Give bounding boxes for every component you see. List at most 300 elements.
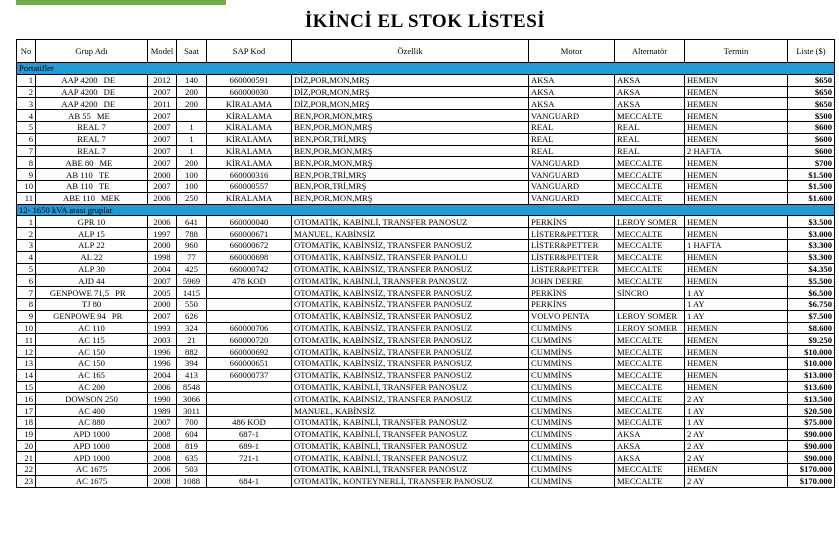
cell-alternator: LEROY SOMER [615, 216, 685, 228]
table-row [17, 475, 835, 487]
grup-name: REAL 7 [77, 134, 106, 145]
cell-termin: 2 AY [685, 475, 788, 487]
cell-saat: 1 [177, 121, 207, 133]
cell-alternator: MECCALTE [615, 275, 685, 287]
cell-grup [36, 287, 148, 299]
cell-motor: REAL [529, 121, 615, 133]
cell-grup [36, 464, 148, 476]
cell-alternator: MECCALTE [615, 405, 685, 417]
cell-termin: HEMEN [685, 98, 788, 110]
section-title: Portatifler [17, 63, 835, 75]
cell-alternator: REAL [615, 121, 685, 133]
cell-termin: HEMEN [685, 334, 788, 346]
cell-liste-price: $600 [788, 133, 835, 145]
cell-ozellik: OTOMATİK, KABİNLİ, TRANSFER PANOSUZ [292, 452, 529, 464]
cell-liste-price: $10.000 [788, 346, 835, 358]
cell-saat: 882 [177, 346, 207, 358]
cell-termin: HEMEN [685, 121, 788, 133]
cell-grup [36, 440, 148, 452]
cell-sap-kod: 478 KOD [207, 275, 292, 287]
grup-name: GENPOWE 71,5 [49, 287, 110, 298]
cell-motor: CUMMİNS [529, 322, 615, 334]
cell-model: 2003 [148, 334, 177, 346]
cell-termin: HEMEN [685, 192, 788, 204]
cell-sap-kod: KİRALAMA [207, 133, 292, 145]
cell-liste-price: $700 [788, 157, 835, 169]
cell-no: 14 [17, 369, 36, 381]
cell-grup [36, 475, 148, 487]
cell-no: 5 [17, 121, 36, 133]
cell-liste-price: $3.300 [788, 251, 835, 263]
cell-motor: REAL [529, 145, 615, 157]
grup-name: AB 110 [66, 181, 93, 192]
cell-grup [36, 192, 148, 204]
table-body [17, 63, 835, 488]
cell-no: 11 [17, 334, 36, 346]
grup-name: GENPOWE 94 [53, 311, 106, 322]
grup-name: DOWSON 250 [65, 393, 118, 404]
col-header-ozellik: Özellik [292, 40, 529, 63]
cell-grup [36, 405, 148, 417]
cell-sap-kod: 660000706 [207, 322, 292, 334]
cell-grup [36, 416, 148, 428]
cell-termin: HEMEN [685, 74, 788, 86]
table-row [17, 416, 835, 428]
grup-name: TJ 80 [81, 299, 102, 310]
table-row [17, 98, 835, 110]
cell-sap-kod: 721-1 [207, 452, 292, 464]
cell-ozellik: DİZ,POR,MON,MRŞ [292, 86, 529, 98]
cell-ozellik: BEN,POR,MON,MRŞ [292, 192, 529, 204]
cell-termin: 2 AY [685, 452, 788, 464]
cell-saat: 324 [177, 322, 207, 334]
cell-grup [36, 133, 148, 145]
grup-name: AC 165 [78, 370, 105, 381]
cell-termin: HEMEN [685, 180, 788, 192]
col-header-saat: Saat [177, 40, 207, 63]
grup-name: ABE 110 [62, 193, 95, 204]
cell-termin: HEMEN [685, 381, 788, 393]
cell-model: 2007 [148, 157, 177, 169]
cell-saat: 3011 [177, 405, 207, 417]
cell-ozellik: BEN,POR,MON,MRŞ [292, 121, 529, 133]
cell-saat: 604 [177, 428, 207, 440]
cell-no: 3 [17, 239, 36, 251]
grup-name: AC 400 [78, 405, 105, 416]
grup-name: REAL 7 [77, 145, 106, 156]
cell-grup [36, 310, 148, 322]
cell-sap-kod: 486 KOD [207, 416, 292, 428]
cell-motor: LİSTER&PETTER [529, 251, 615, 263]
cell-liste-price: $13.600 [788, 381, 835, 393]
cell-saat: 100 [177, 180, 207, 192]
title-row [16, 6, 834, 38]
cell-liste-price: $3.000 [788, 228, 835, 240]
cell-no: 8 [17, 157, 36, 169]
cell-ozellik: OTOMATİK, KABİNSİZ, TRANSFER PANOSUZ [292, 346, 529, 358]
grup-name: AAP 4200 [61, 86, 98, 97]
grup-name: AC 150 [78, 346, 105, 357]
cell-termin: HEMEN [685, 216, 788, 228]
cell-no: 8 [17, 298, 36, 310]
cell-liste-price: $1.500 [788, 169, 835, 181]
cell-model: 2000 [148, 239, 177, 251]
cell-saat: 1 [177, 145, 207, 157]
grup-name: AC 200 [78, 381, 105, 392]
cell-motor: CUMMİNS [529, 428, 615, 440]
cell-saat: 503 [177, 464, 207, 476]
cell-termin: HEMEN [685, 228, 788, 240]
col-header-grup: Grup Adı [36, 40, 148, 63]
cell-no: 10 [17, 180, 36, 192]
cell-alternator: MECCALTE [615, 157, 685, 169]
table-row [17, 180, 835, 192]
cell-liste-price: $650 [788, 98, 835, 110]
cell-termin: 2 AY [685, 393, 788, 405]
cell-motor: CUMMİNS [529, 346, 615, 358]
cell-motor: CUMMİNS [529, 452, 615, 464]
table-row [17, 157, 835, 169]
cell-ozellik: BEN,POR,TRİ,MRŞ [292, 133, 529, 145]
cell-grup [36, 346, 148, 358]
cell-liste-price: $7.500 [788, 310, 835, 322]
cell-grup [36, 169, 148, 181]
cell-saat: 1415 [177, 287, 207, 299]
cell-model: 2007 [148, 275, 177, 287]
cell-saat: 100 [177, 169, 207, 181]
col-header-model: Model [148, 40, 177, 63]
grup-name: AC 110 [78, 322, 105, 333]
cell-termin: HEMEN [685, 322, 788, 334]
cell-grup [36, 121, 148, 133]
cell-motor: CUMMİNS [529, 393, 615, 405]
cell-saat: 394 [177, 357, 207, 369]
cell-ozellik: BEN,POR,MON,MRŞ [292, 157, 529, 169]
cell-alternator: MECCALTE [615, 334, 685, 346]
cell-motor: LİSTER&PETTER [529, 239, 615, 251]
table-row [17, 405, 835, 417]
cell-termin: HEMEN [685, 369, 788, 381]
table-row [17, 263, 835, 275]
cell-alternator: MECCALTE [615, 381, 685, 393]
cell-grup [36, 157, 148, 169]
cell-termin: HEMEN [685, 169, 788, 181]
cell-saat: 700 [177, 416, 207, 428]
cell-saat: 3066 [177, 393, 207, 405]
cell-model: 1997 [148, 228, 177, 240]
cell-sap-kod: 660000591 [207, 74, 292, 86]
grup-name: ABE 80 [65, 157, 94, 168]
cell-sap-kod [207, 310, 292, 322]
table-row [17, 428, 835, 440]
cell-model: 2000 [148, 169, 177, 181]
cell-liste-price: $90.000 [788, 452, 835, 464]
cell-alternator: MECCALTE [615, 357, 685, 369]
cell-no: 4 [17, 251, 36, 263]
cell-alternator: AKSA [615, 428, 685, 440]
cell-saat: 5969 [177, 275, 207, 287]
cell-termin: 1 AY [685, 298, 788, 310]
grup-suffix: TE [98, 181, 110, 192]
cell-ozellik: OTOMATİK, KABİNSİZ, TRANSFER PANOSUZ [292, 369, 529, 381]
cell-motor: PERKİNS [529, 287, 615, 299]
cell-model: 2007 [148, 121, 177, 133]
table-row [17, 310, 835, 322]
cell-termin: HEMEN [685, 110, 788, 122]
cell-model: 2008 [148, 440, 177, 452]
cell-sap-kod: 660000557 [207, 180, 292, 192]
cell-sap-kod: KİRALAMA [207, 192, 292, 204]
cell-liste-price: $650 [788, 86, 835, 98]
cell-termin: HEMEN [685, 346, 788, 358]
cell-grup [36, 74, 148, 86]
cell-no: 22 [17, 464, 36, 476]
grup-suffix: TE [98, 169, 110, 180]
col-header-no: No [17, 40, 36, 63]
cell-no: 13 [17, 357, 36, 369]
cell-saat: 8548 [177, 381, 207, 393]
cell-saat: 788 [177, 228, 207, 240]
col-header-sap: SAP Kod [207, 40, 292, 63]
cell-model: 2006 [148, 216, 177, 228]
cell-alternator: MECCALTE [615, 416, 685, 428]
cell-model: 2006 [148, 192, 177, 204]
cell-model: 2007 [148, 180, 177, 192]
cell-alternator: MECCALTE [615, 228, 685, 240]
cell-sap-kod [207, 298, 292, 310]
cell-model: 2008 [148, 475, 177, 487]
cell-motor: CUMMİNS [529, 405, 615, 417]
table-row [17, 228, 835, 240]
grup-suffix: ME [99, 157, 113, 168]
cell-ozellik: OTOMATİK, KABİNLİ, TRANSFER PANOSUZ [292, 428, 529, 440]
table-row [17, 369, 835, 381]
cell-model: 1990 [148, 393, 177, 405]
cell-liste-price: $500 [788, 110, 835, 122]
cell-saat: 77 [177, 251, 207, 263]
cell-ozellik: OTOMATİK, KABİNSİZ, TRANSFER PANOSUZ [292, 334, 529, 346]
cell-sap-kod: 660000692 [207, 346, 292, 358]
cell-termin: HEMEN [685, 263, 788, 275]
cell-liste-price: $90.000 [788, 440, 835, 452]
cell-termin: 1 AY [685, 310, 788, 322]
cell-ozellik: OTOMATİK, KABİNLİ, TRANSFER PANOSUZ [292, 275, 529, 287]
cell-no: 7 [17, 287, 36, 299]
table-row [17, 357, 835, 369]
cell-no: 12 [17, 346, 36, 358]
grup-name: APD 1000 [73, 452, 110, 463]
table-row [17, 298, 835, 310]
cell-model: 2008 [148, 452, 177, 464]
cell-liste-price: $10.000 [788, 357, 835, 369]
cell-sap-kod: 687-1 [207, 428, 292, 440]
grup-name: ALP 22 [78, 240, 105, 251]
cell-grup [36, 228, 148, 240]
cell-saat: 635 [177, 452, 207, 464]
cell-liste-price: $1.600 [788, 192, 835, 204]
header-accent-bar [16, 0, 226, 5]
grup-suffix: DE [103, 75, 116, 86]
cell-motor: CUMMİNS [529, 369, 615, 381]
cell-no: 5 [17, 263, 36, 275]
table-row [17, 464, 835, 476]
cell-no: 9 [17, 169, 36, 181]
cell-motor: CUMMİNS [529, 416, 615, 428]
cell-liste-price: $9.250 [788, 334, 835, 346]
cell-no: 9 [17, 310, 36, 322]
cell-no: 7 [17, 145, 36, 157]
cell-termin: 1 AY [685, 416, 788, 428]
cell-grup [36, 180, 148, 192]
table-row [17, 440, 835, 452]
cell-grup [36, 298, 148, 310]
cell-sap-kod: KİRALAMA [207, 145, 292, 157]
table-row [17, 110, 835, 122]
cell-grup [36, 334, 148, 346]
cell-grup [36, 322, 148, 334]
cell-no: 11 [17, 192, 36, 204]
cell-ozellik: BEN,POR,MON,MRŞ [292, 145, 529, 157]
table-row [17, 145, 835, 157]
cell-ozellik: BEN,POR,TRİ,MRŞ [292, 169, 529, 181]
table-row [17, 346, 835, 358]
cell-ozellik: OTOMATİK, KABİNSİZ, TRANSFER PANOSUZ [292, 287, 529, 299]
grup-name: AC 1675 [75, 464, 108, 475]
cell-ozellik: OTOMATİK, KABİNSİZ, TRANSFER PANOLU [292, 251, 529, 263]
cell-alternator: MECCALTE [615, 475, 685, 487]
cell-motor: PERKİNS [529, 216, 615, 228]
cell-model: 1989 [148, 405, 177, 417]
cell-saat: 641 [177, 216, 207, 228]
cell-model: 2000 [148, 298, 177, 310]
cell-alternator: REAL [615, 145, 685, 157]
table-row [17, 133, 835, 145]
cell-motor: CUMMİNS [529, 440, 615, 452]
section-header-row [17, 204, 835, 216]
cell-alternator: MECCALTE [615, 180, 685, 192]
cell-sap-kod: 660000651 [207, 357, 292, 369]
cell-ozellik: OTOMATİK, KABİNSİZ, TRANSFER PANOSUZ [292, 357, 529, 369]
cell-ozellik: DİZ,POR,MON,MRŞ [292, 74, 529, 86]
cell-ozellik: BEN,POR,TRİ,MRŞ [292, 180, 529, 192]
cell-motor: LİSTER&PETTER [529, 263, 615, 275]
table-row [17, 86, 835, 98]
table-row [17, 393, 835, 405]
cell-alternator: AKSA [615, 452, 685, 464]
cell-model: 2006 [148, 464, 177, 476]
cell-liste-price: $4.350 [788, 263, 835, 275]
table-row [17, 192, 835, 204]
table-header [17, 40, 835, 63]
grup-name: AC 115 [78, 334, 105, 345]
cell-ozellik: OTOMATİK, KABİNLİ, TRANSFER PANOSUZ [292, 464, 529, 476]
cell-liste-price: $3.300 [788, 239, 835, 251]
cell-model: 1996 [148, 357, 177, 369]
cell-sap-kod: 660000040 [207, 216, 292, 228]
cell-liste-price: $600 [788, 121, 835, 133]
cell-saat [177, 110, 207, 122]
cell-model: 1996 [148, 346, 177, 358]
cell-liste-price: $90.000 [788, 428, 835, 440]
cell-grup [36, 428, 148, 440]
cell-sap-kod: 660000698 [207, 251, 292, 263]
cell-motor: VOLVO PENTA [529, 310, 615, 322]
cell-liste-price: $13.500 [788, 393, 835, 405]
cell-termin: HEMEN [685, 464, 788, 476]
cell-alternator: MECCALTE [615, 369, 685, 381]
cell-ozellik: BEN,POR,MON,MRŞ [292, 110, 529, 122]
cell-model: 2007 [148, 145, 177, 157]
cell-sap-kod: 660000316 [207, 169, 292, 181]
cell-termin: 1 HAFTA [685, 239, 788, 251]
table-row [17, 121, 835, 133]
cell-liste-price: $75.000 [788, 416, 835, 428]
cell-sap-kod [207, 381, 292, 393]
cell-liste-price: $8.600 [788, 322, 835, 334]
cell-termin: 2 AY [685, 440, 788, 452]
cell-no: 3 [17, 98, 36, 110]
grup-suffix: DE [103, 98, 116, 109]
grup-name: AL 22 [80, 252, 103, 263]
cell-no: 17 [17, 405, 36, 417]
cell-grup [36, 216, 148, 228]
cell-grup [36, 239, 148, 251]
cell-sap-kod [207, 287, 292, 299]
table-row [17, 322, 835, 334]
grup-name: REAL 7 [77, 122, 106, 133]
cell-liste-price: $3.500 [788, 216, 835, 228]
grup-name: ALP 15 [78, 228, 105, 239]
cell-saat: 200 [177, 86, 207, 98]
grup-name: ALP 30 [78, 263, 105, 274]
table-row [17, 251, 835, 263]
col-header-termin: Termin [685, 40, 788, 63]
cell-ozellik: OTOMATİK, KABİNLİ, TRANSFER PANOSUZ [292, 416, 529, 428]
cell-grup [36, 263, 148, 275]
cell-motor: VANGUARD [529, 192, 615, 204]
cell-no: 1 [17, 216, 36, 228]
table-row [17, 169, 835, 181]
cell-grup [36, 145, 148, 157]
cell-motor: PERKİNS [529, 298, 615, 310]
cell-liste-price: $5.500 [788, 275, 835, 287]
cell-ozellik: OTOMATİK, KABİNLİ, TRANSFER PANOSUZ [292, 216, 529, 228]
cell-sap-kod: 660000672 [207, 239, 292, 251]
section-header-row [17, 63, 835, 75]
cell-termin: HEMEN [685, 251, 788, 263]
cell-ozellik: DİZ,POR,MON,MRŞ [292, 98, 529, 110]
grup-name: AAP 4200 [61, 98, 98, 109]
cell-grup [36, 381, 148, 393]
cell-ozellik: OTOMATİK, KABİNLİ, TRANSFER PANOSUZ [292, 381, 529, 393]
col-header-liste: Liste ($) [788, 40, 835, 63]
cell-model: 2008 [148, 428, 177, 440]
cell-liste-price: $6.500 [788, 287, 835, 299]
grup-suffix: ME [96, 110, 110, 121]
cell-model: 1998 [148, 251, 177, 263]
cell-alternator: MECCALTE [615, 251, 685, 263]
grup-name: AB 55 [68, 110, 91, 121]
grup-name: APD 1000 [73, 440, 110, 451]
cell-model: 2007 [148, 416, 177, 428]
cell-ozellik: MANUEL, KABİNSİZ [292, 405, 529, 417]
cell-motor: CUMMİNS [529, 464, 615, 476]
cell-liste-price: $170.000 [788, 475, 835, 487]
cell-saat: 425 [177, 263, 207, 275]
grup-name: AAP 4200 [61, 75, 98, 86]
grup-name: AC 1675 [75, 476, 108, 487]
cell-saat: 626 [177, 310, 207, 322]
